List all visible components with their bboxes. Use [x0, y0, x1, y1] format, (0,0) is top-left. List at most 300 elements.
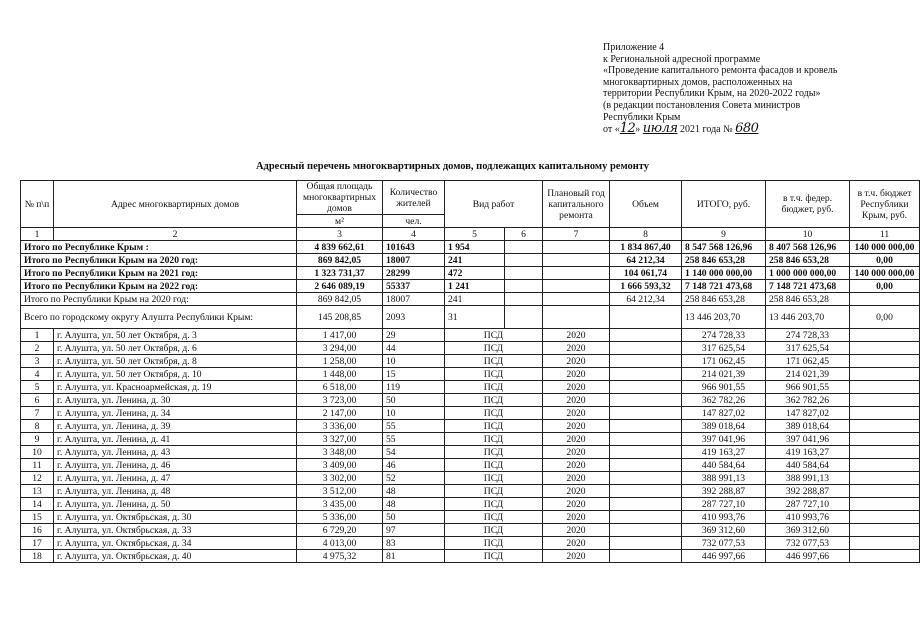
- document-number: 680: [735, 121, 759, 137]
- header-residents: Количество жителей: [383, 181, 445, 215]
- row-year: 2020: [543, 472, 610, 485]
- row-federal: 419 163,27: [766, 446, 850, 459]
- column-number-cell: 1: [21, 228, 54, 241]
- row-regional: [850, 420, 920, 433]
- table-row: [21, 329, 920, 342]
- row-total: 446 997,66: [682, 550, 766, 563]
- row-residents: 55: [383, 433, 445, 446]
- row-year: 2020: [543, 537, 610, 550]
- row-federal: 732 077,53: [766, 537, 850, 550]
- header-work-type: Вид работ: [445, 181, 543, 228]
- district-label: Всего по городскому округу Алушта Республики Крым:: [21, 306, 297, 329]
- row-year: 2020: [543, 420, 610, 433]
- row-total: 389 018,64: [682, 420, 766, 433]
- summary-volume: 104 061,74: [610, 267, 682, 280]
- date-month: июля: [642, 121, 678, 137]
- summary-area: 869 842,05: [297, 254, 383, 267]
- row-number: 10: [21, 446, 54, 459]
- row-volume: [610, 498, 682, 511]
- row-federal: 287 727,10: [766, 498, 850, 511]
- row-volume: [610, 394, 682, 407]
- row-volume: [610, 446, 682, 459]
- summary-year: [543, 241, 610, 254]
- row-total: 287 727,10: [682, 498, 766, 511]
- column-number-cell: 2: [54, 228, 297, 241]
- summary-year: [543, 280, 610, 293]
- row-total: 274 728,33: [682, 329, 766, 342]
- row-address: г. Алушта, ул. Ленина, д. 50: [54, 498, 297, 511]
- table-row: [21, 368, 920, 381]
- row-regional: [850, 550, 920, 563]
- row-federal: 966 901,55: [766, 381, 850, 394]
- row-volume: [610, 485, 682, 498]
- row-number: 11: [21, 459, 54, 472]
- summary-area: 869 842,05: [297, 293, 383, 306]
- table-row: [21, 537, 920, 550]
- row-area: 3 435,00: [297, 498, 383, 511]
- header-area: Общая площадь многоквартирных домов: [297, 181, 383, 215]
- row-number: 4: [21, 368, 54, 381]
- row-year: 2020: [543, 511, 610, 524]
- column-number-cell: 3: [297, 228, 383, 241]
- row-year: 2020: [543, 550, 610, 563]
- summary-label: Итого по Республике Крым :: [21, 241, 297, 254]
- row-work-type: ПСД: [445, 511, 543, 524]
- row-residents: 29: [383, 329, 445, 342]
- summary-empty: [505, 293, 543, 306]
- row-volume: [610, 381, 682, 394]
- row-federal: 362 782,26: [766, 394, 850, 407]
- row-regional: [850, 433, 920, 446]
- summary-work: 241: [445, 254, 505, 267]
- summary-label: Итого по Республики Крым на 2022 год:: [21, 280, 297, 293]
- row-regional: [850, 446, 920, 459]
- row-number: 15: [21, 511, 54, 524]
- district-work: 31: [445, 306, 505, 329]
- row-address: г. Алушта, ул. Ленина, д. 46: [54, 459, 297, 472]
- summary-residents: 101643: [383, 241, 445, 254]
- row-number: 3: [21, 355, 54, 368]
- row-regional: [850, 472, 920, 485]
- row-federal: 397 041,96: [766, 433, 850, 446]
- row-work-type: ПСД: [445, 537, 543, 550]
- row-area: 4 013,00: [297, 537, 383, 550]
- row-area: 3 302,00: [297, 472, 383, 485]
- row-total: 419 163,27: [682, 446, 766, 459]
- row-volume: [610, 329, 682, 342]
- row-volume: [610, 459, 682, 472]
- row-residents: 81: [383, 550, 445, 563]
- row-address: г. Алушта, ул. 50 лет Октября, д. 10: [54, 368, 297, 381]
- row-work-type: ПСД: [445, 355, 543, 368]
- summary-regional: 0,00: [850, 254, 920, 267]
- row-year: 2020: [543, 446, 610, 459]
- row-address: г. Алушта, ул. Октябрьская, д. 40: [54, 550, 297, 563]
- summary-empty: [505, 241, 543, 254]
- appendix-line: Республики Крым: [603, 111, 681, 123]
- table-row: [21, 446, 920, 459]
- row-area: 1 448,00: [297, 368, 383, 381]
- summary-federal: 7 148 721 473,68: [766, 280, 850, 293]
- appendix-line: к Региональной адресной программе: [603, 53, 761, 65]
- table-row: [21, 459, 920, 472]
- row-year: 2020: [543, 394, 610, 407]
- column-number-cell: 10: [766, 228, 850, 241]
- summary-row: [21, 254, 920, 267]
- row-area: 4 975,32: [297, 550, 383, 563]
- row-number: 9: [21, 433, 54, 446]
- row-residents: 50: [383, 511, 445, 524]
- row-work-type: ПСД: [445, 485, 543, 498]
- appendix-line: территории Республики Крым, на 2020-2022 годы»: [603, 88, 821, 100]
- district-empty: [505, 306, 543, 329]
- summary-row: [21, 293, 920, 306]
- summary-residents: 55337: [383, 280, 445, 293]
- row-area: 3 294,00: [297, 342, 383, 355]
- row-address: г. Алушта, ул. Октябрьская, д. 30: [54, 511, 297, 524]
- row-work-type: ПСД: [445, 550, 543, 563]
- district-volume: [610, 306, 682, 329]
- row-number: 2: [21, 342, 54, 355]
- row-federal: 274 728,33: [766, 329, 850, 342]
- row-regional: [850, 498, 920, 511]
- table-row: [21, 342, 920, 355]
- row-work-type: ПСД: [445, 394, 543, 407]
- row-regional: [850, 329, 920, 342]
- row-area: 3 512,00: [297, 485, 383, 498]
- row-regional: [850, 459, 920, 472]
- row-number: 18: [21, 550, 54, 563]
- row-residents: 48: [383, 485, 445, 498]
- row-volume: [610, 433, 682, 446]
- summary-row: [21, 241, 920, 254]
- row-residents: 54: [383, 446, 445, 459]
- summary-total: 8 547 568 126,96: [682, 241, 766, 254]
- column-number-cell: 6: [505, 228, 543, 241]
- row-total: 397 041,96: [682, 433, 766, 446]
- summary-label: Итого по Республики Крым на 2020 год:: [21, 293, 297, 306]
- date-year: 2021 года №: [680, 124, 733, 136]
- row-residents: 119: [383, 381, 445, 394]
- header-residents-unit: чел.: [383, 215, 445, 228]
- row-address: г. Алушта, ул. 50 лет Октября, д. 8: [54, 355, 297, 368]
- row-number: 12: [21, 472, 54, 485]
- date-prefix: от «: [603, 124, 620, 136]
- row-area: 3 327,00: [297, 433, 383, 446]
- summary-total: 7 148 721 473,68: [682, 280, 766, 293]
- summary-empty: [505, 254, 543, 267]
- row-total: 732 077,53: [682, 537, 766, 550]
- summary-residents: 18007: [383, 293, 445, 306]
- row-address: г. Алушта, ул. Ленина, д. 34: [54, 407, 297, 420]
- summary-volume: 64 212,34: [610, 293, 682, 306]
- summary-empty: [505, 280, 543, 293]
- summary-total: 1 140 000 000,00: [682, 267, 766, 280]
- row-work-type: ПСД: [445, 524, 543, 537]
- summary-empty: [505, 267, 543, 280]
- row-volume: [610, 524, 682, 537]
- row-residents: 44: [383, 342, 445, 355]
- row-residents: 10: [383, 355, 445, 368]
- summary-total: 258 846 653,28: [682, 254, 766, 267]
- table-row: [21, 355, 920, 368]
- summary-year: [543, 293, 610, 306]
- district-area: 145 208,85: [297, 306, 383, 329]
- summary-label: Итого по Республики Крым на 2021 год:: [21, 267, 297, 280]
- row-area: 3 348,00: [297, 446, 383, 459]
- header-address: Адрес многоквартирных домов: [54, 181, 297, 228]
- table-row: [21, 381, 920, 394]
- row-total: 966 901,55: [682, 381, 766, 394]
- row-volume: [610, 511, 682, 524]
- row-number: 8: [21, 420, 54, 433]
- column-number-cell: 9: [682, 228, 766, 241]
- summary-row: [21, 267, 920, 280]
- column-number-row: [21, 228, 920, 241]
- column-number-cell: 7: [543, 228, 610, 241]
- summary-regional: 140 000 000,00: [850, 241, 920, 254]
- district-total: 13 446 203,70: [682, 306, 766, 329]
- district-regional: 0,00: [850, 306, 920, 329]
- summary-regional: [850, 293, 920, 306]
- address-table: [20, 180, 920, 563]
- appendix-line: (в редакции постановления Совета министров: [603, 99, 801, 111]
- row-regional: [850, 394, 920, 407]
- row-total: 362 782,26: [682, 394, 766, 407]
- summary-volume: 1 834 867,40: [610, 241, 682, 254]
- summary-work: 472: [445, 267, 505, 280]
- summary-residents: 18007: [383, 254, 445, 267]
- row-area: 6 518,00: [297, 381, 383, 394]
- row-year: 2020: [543, 459, 610, 472]
- row-work-type: ПСД: [445, 342, 543, 355]
- appendix-line: многоквартирных домов, расположенных на: [603, 76, 793, 88]
- summary-work: 241: [445, 293, 505, 306]
- column-number-cell: 5: [445, 228, 505, 241]
- row-number: 17: [21, 537, 54, 550]
- row-residents: 83: [383, 537, 445, 550]
- header-regional: в т.ч. бюджет Республики Крым, руб.: [850, 181, 920, 228]
- row-address: г. Алушта, ул. Ленина, д. 41: [54, 433, 297, 446]
- row-area: 3 723,00: [297, 394, 383, 407]
- summary-federal: 8 407 568 126,96: [766, 241, 850, 254]
- appendix-line: «Проведение капитального ремонта фасадов и кровель: [603, 65, 838, 77]
- row-number: 13: [21, 485, 54, 498]
- row-volume: [610, 342, 682, 355]
- row-federal: 147 827,02: [766, 407, 850, 420]
- row-regional: [850, 407, 920, 420]
- row-regional: [850, 524, 920, 537]
- table-row: [21, 550, 920, 563]
- row-address: г. Алушта, ул. 50 лет Октября, д. 6: [54, 342, 297, 355]
- row-address: г. Алушта, ул. Ленина, д. 30: [54, 394, 297, 407]
- summary-residents: 28299: [383, 267, 445, 280]
- row-total: 392 288,87: [682, 485, 766, 498]
- row-address: г. Алушта, ул. 50 лет Октября, д. 3: [54, 329, 297, 342]
- row-regional: [850, 381, 920, 394]
- row-address: г. Алушта, ул. Октябрьская, д. 34: [54, 537, 297, 550]
- table-row: [21, 472, 920, 485]
- row-volume: [610, 472, 682, 485]
- row-total: 440 584,64: [682, 459, 766, 472]
- summary-regional: 140 000 000,00: [850, 267, 920, 280]
- summary-volume: 1 666 593,32: [610, 280, 682, 293]
- district-federal: 13 446 203,70: [766, 306, 850, 329]
- header-area-unit: м²: [297, 215, 383, 228]
- row-residents: 46: [383, 459, 445, 472]
- document-title: Адресный перечень многоквартирных домов, подлежащих капитальному ремонту: [255, 161, 650, 172]
- row-residents: 15: [383, 368, 445, 381]
- summary-area: 4 839 662,61: [297, 241, 383, 254]
- row-year: 2020: [543, 498, 610, 511]
- row-total: 147 827,02: [682, 407, 766, 420]
- row-federal: 317 625,54: [766, 342, 850, 355]
- row-year: 2020: [543, 355, 610, 368]
- row-address: г. Алушта, ул. Ленина, д. 43: [54, 446, 297, 459]
- summary-year: [543, 267, 610, 280]
- row-work-type: ПСД: [445, 381, 543, 394]
- summary-work: 1 241: [445, 280, 505, 293]
- header-num: № п\п: [21, 181, 54, 228]
- date-day: 12: [619, 121, 636, 137]
- district-total-row: [21, 306, 920, 329]
- summary-work: 1 954: [445, 241, 505, 254]
- row-federal: 171 062,45: [766, 355, 850, 368]
- header-volume: Объем: [610, 181, 682, 228]
- row-number: 6: [21, 394, 54, 407]
- table-row: [21, 407, 920, 420]
- row-volume: [610, 355, 682, 368]
- column-number-cell: 11: [850, 228, 920, 241]
- row-number: 5: [21, 381, 54, 394]
- row-number: 1: [21, 329, 54, 342]
- row-work-type: ПСД: [445, 407, 543, 420]
- row-residents: 52: [383, 472, 445, 485]
- row-year: 2020: [543, 407, 610, 420]
- row-federal: 440 584,64: [766, 459, 850, 472]
- row-area: 1 258,00: [297, 355, 383, 368]
- row-volume: [610, 537, 682, 550]
- row-area: 3 336,00: [297, 420, 383, 433]
- row-regional: [850, 355, 920, 368]
- row-residents: 10: [383, 407, 445, 420]
- row-year: 2020: [543, 433, 610, 446]
- row-total: 388 991,13: [682, 472, 766, 485]
- row-address: г. Алушта, ул. Красноармейская, д. 19: [54, 381, 297, 394]
- row-address: г. Алушта, ул. Ленина, д. 47: [54, 472, 297, 485]
- row-year: 2020: [543, 524, 610, 537]
- row-regional: [850, 342, 920, 355]
- row-area: 6 729,20: [297, 524, 383, 537]
- appendix-line: Приложение 4: [603, 42, 665, 53]
- row-area: 5 336,00: [297, 511, 383, 524]
- summary-area: 1 323 731,37: [297, 267, 383, 280]
- row-address: г. Алушта, ул. Октябрьская, д. 33: [54, 524, 297, 537]
- row-work-type: ПСД: [445, 420, 543, 433]
- summary-federal: 258 846 653,28: [766, 293, 850, 306]
- row-year: 2020: [543, 342, 610, 355]
- row-regional: [850, 537, 920, 550]
- row-work-type: ПСД: [445, 368, 543, 381]
- summary-federal: 258 846 653,28: [766, 254, 850, 267]
- table-row: [21, 524, 920, 537]
- date-mid: »: [635, 124, 641, 136]
- row-federal: 388 991,13: [766, 472, 850, 485]
- row-work-type: ПСД: [445, 472, 543, 485]
- row-address: г. Алушта, ул. Ленина, д. 48: [54, 485, 297, 498]
- summary-year: [543, 254, 610, 267]
- summary-volume: 64 212,34: [610, 254, 682, 267]
- summary-regional: 0,00: [850, 280, 920, 293]
- row-volume: [610, 550, 682, 563]
- table-row: [21, 498, 920, 511]
- summary-row: [21, 280, 920, 293]
- row-address: г. Алушта, ул. Ленина, д. 39: [54, 420, 297, 433]
- table-row: [21, 394, 920, 407]
- row-federal: 369 312,60: [766, 524, 850, 537]
- row-regional: [850, 485, 920, 498]
- row-federal: 446 997,66: [766, 550, 850, 563]
- row-volume: [610, 368, 682, 381]
- row-area: 2 147,00: [297, 407, 383, 420]
- row-total: 171 062,45: [682, 355, 766, 368]
- table-row: [21, 485, 920, 498]
- district-year: [543, 306, 610, 329]
- table-header-row: [21, 181, 920, 215]
- row-area: 1 417,00: [297, 329, 383, 342]
- row-number: 16: [21, 524, 54, 537]
- column-number-cell: 8: [610, 228, 682, 241]
- summary-federal: 1 000 000 000,00: [766, 267, 850, 280]
- table-body: [21, 228, 920, 563]
- appendix-date-line: [603, 123, 893, 136]
- header-planned-year: Плановый год капитального ремонта: [543, 181, 610, 228]
- row-federal: 389 018,64: [766, 420, 850, 433]
- row-year: 2020: [543, 368, 610, 381]
- row-federal: 410 993,76: [766, 511, 850, 524]
- row-residents: 97: [383, 524, 445, 537]
- header-federal: в т.ч. федер. бюджет, руб.: [766, 181, 850, 228]
- row-total: 410 993,76: [682, 511, 766, 524]
- header-total: ИТОГО, руб.: [682, 181, 766, 228]
- appendix-header: [603, 42, 893, 136]
- row-volume: [610, 407, 682, 420]
- row-residents: 48: [383, 498, 445, 511]
- table-row: [21, 511, 920, 524]
- row-area: 3 409,00: [297, 459, 383, 472]
- row-work-type: ПСД: [445, 446, 543, 459]
- row-work-type: ПСД: [445, 459, 543, 472]
- row-work-type: ПСД: [445, 433, 543, 446]
- row-work-type: ПСД: [445, 329, 543, 342]
- row-total: 214 021,39: [682, 368, 766, 381]
- row-volume: [610, 420, 682, 433]
- row-number: 14: [21, 498, 54, 511]
- row-year: 2020: [543, 381, 610, 394]
- district-residents: 2093: [383, 306, 445, 329]
- summary-area: 2 646 089,19: [297, 280, 383, 293]
- column-number-cell: 4: [383, 228, 445, 241]
- row-year: 2020: [543, 329, 610, 342]
- row-residents: 50: [383, 394, 445, 407]
- row-regional: [850, 511, 920, 524]
- row-work-type: ПСД: [445, 498, 543, 511]
- summary-label: Итого по Республики Крым на 2020 год:: [21, 254, 297, 267]
- row-regional: [850, 368, 920, 381]
- table-row: [21, 420, 920, 433]
- row-federal: 214 021,39: [766, 368, 850, 381]
- row-total: 317 625,54: [682, 342, 766, 355]
